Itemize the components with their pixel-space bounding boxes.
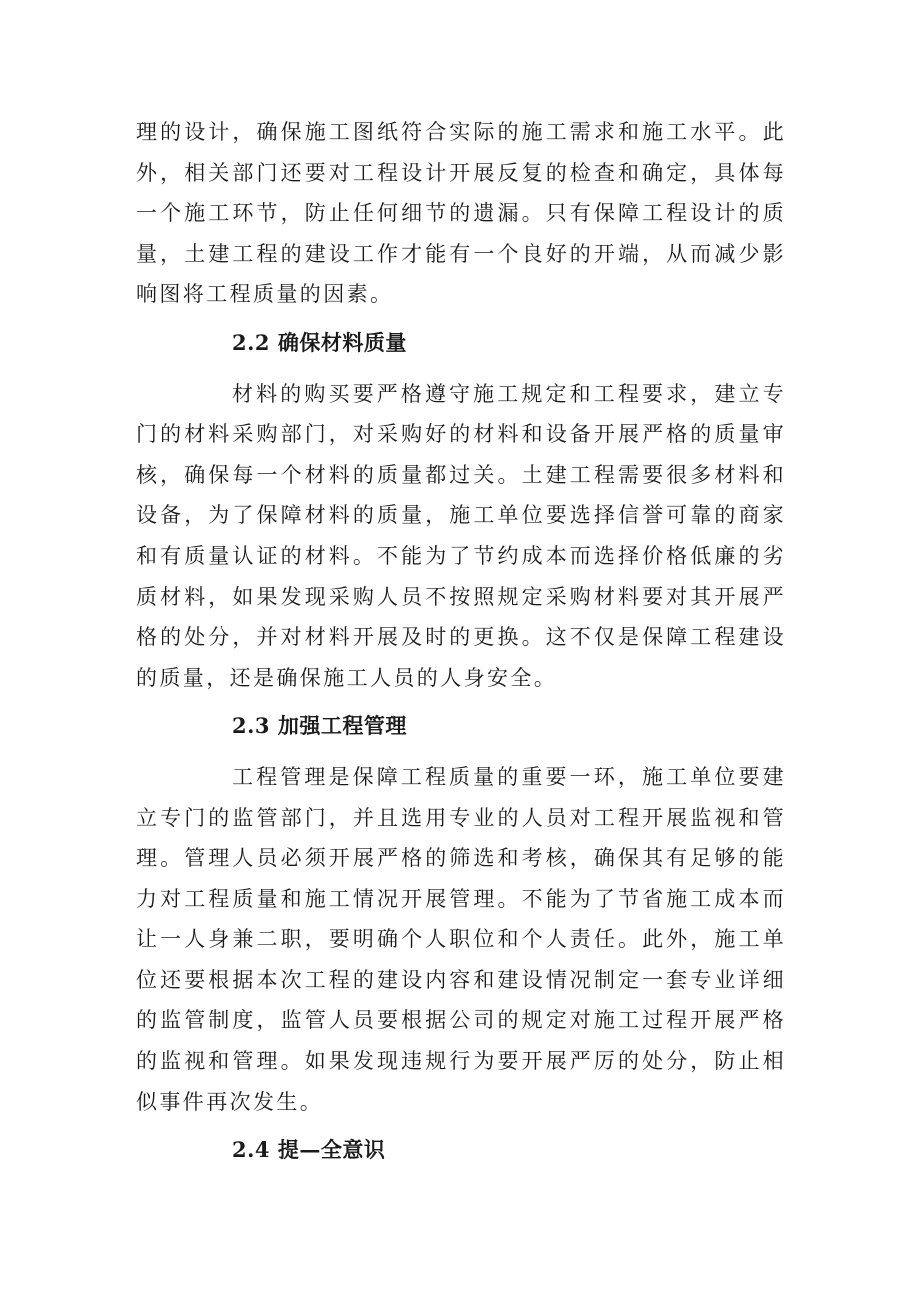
paragraph-design-continuation: 理的设计，确保施工图纸符合实际的施工需求和施工水平。此外，相关部门还要对工程设计开展反复的检查和确定，具体每一个施工环节，防止任何细节的遗漏。只有保障工程设计的质量，土建工程的建设工作才能有一个良好的开端，从而减少影响图将工程质量的因素。 [136,120,786,307]
section-heading-2-3: 2.3 加强工程管理 [232,713,407,739]
section-heading-2-2: 2.2 确保材料质量 [232,329,407,355]
document-page [136,112,786,1171]
paragraph-material-quality: 材料的购买要严格遵守施工规定和工程要求，建立专门的材料采购部门，对采购好的材料和设备开展严格的质量审核，确保每一个材料的质量都过关。土建工程需要很多材料和设备，为了保障材料的质量，施工单位要选择信誉可靠的商家和有质量认证的材料。不能为了节约成本而选择价格低廉的劣质材料，如果发现采购人员不按照规定采购材料要对其开展严格的处分，并对材料开展及时的更换。这不仅是保障工程建设的质量，还是确保施工人员的人身安全。 [136,381,786,690]
paragraph-project-management: 工程管理是保障工程质量的重要一环，施工单位要建立专门的监管部门，并且选用专业的人员对工程开展监视和管理。管理人员必须开展严格的筛选和考核，确保其有足够的能力对工程质量和施工情况开展管理。不能为了节省施工成本而让一人身兼二职，要明确个人职位和个人责任。此外，施工单位还要根据本次工程的建设内容和建设情况制定一套专业详细的监管制度，监管人员要根据公司的规定对施工过程开展严格的监视和管理。如果发现违规行为要开展严厉的处分，防止相似事件再次发生。 [136,764,786,1114]
section-heading-2-4: 2.4 提—全意识 [232,1137,386,1163]
